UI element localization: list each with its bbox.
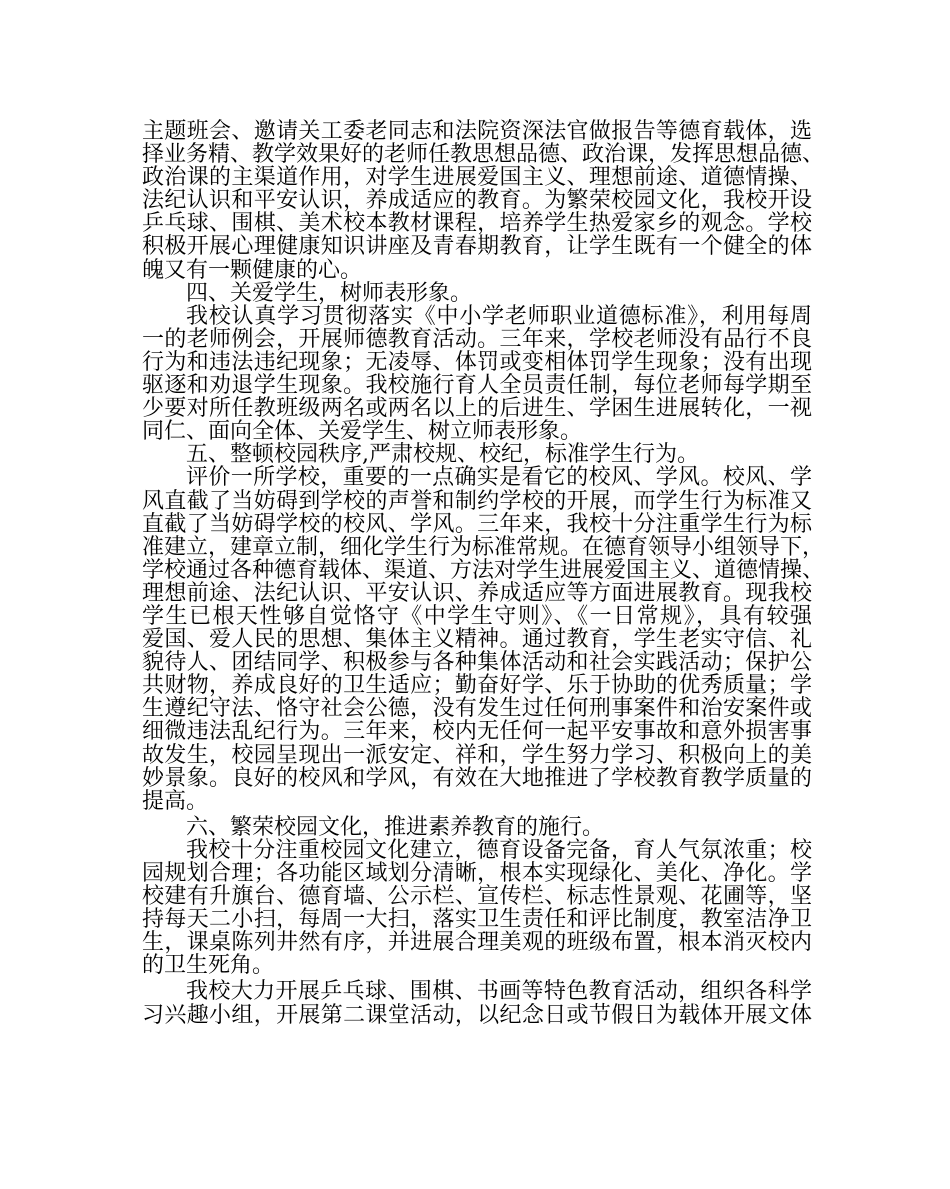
text-line: 五、整顿校园秩序,严肃校规、校纪，标准学生行为。 <box>186 442 699 468</box>
text-line: 六、繁荣校园文化，推进素养教育的施行。 <box>186 814 605 840</box>
text-line: 我校认真学习贯彻落实《中小学老师职业道德标准》，利用每周 <box>186 303 812 329</box>
text-line: 生遵纪守法、恪守社会公德，没有发生过任何刑事案件和治安案件或 <box>142 696 812 722</box>
text-line: 妙景象。良好的校风和学风，有效在大地推进了学校教育教学质量的 <box>142 765 812 791</box>
text-line: 乒乓球、围棋、美术校本教材课程，培养学生热爱家乡的观念。学校 <box>142 211 812 237</box>
text-line: 直截了当妨碍学校的校风、学风。三年来，我校十分注重学生行为标 <box>142 511 812 537</box>
text-line: 共财物，养成良好的卫生适应；勤奋好学、乐于协助的优秀质量；学 <box>142 673 812 699</box>
text-line: 园规划合理；各功能区域划分清晰，根本实现绿化、美化、净化。学 <box>142 861 812 886</box>
text-line: 四、关爱学生，树师表形象。 <box>186 280 473 306</box>
text-line: 我校大力开展乒乓球、围棋、书画等特色教育活动，组织各科学 <box>186 979 812 1005</box>
text-line: 习兴趣小组，开展第二课堂活动，以纪念日或节假日为载体开展文体 <box>142 1002 812 1028</box>
text-line: 行为和违法违纪现象；无凌辱、体罚或变相体罚学生现象；没有出现 <box>142 349 812 375</box>
text-line: 评价一所学校，重要的一点确实是看它的校风、学风。校风、学 <box>186 465 812 491</box>
text-line: 提高。 <box>142 788 209 814</box>
text-line: 学生已根天性够自觉恪守《中学生守则》、《一日常规》，具有较强 <box>142 603 812 629</box>
text-line: 积极开展心理健康知识讲座及青春期教育，让学生既有一个健全的体 <box>142 234 812 260</box>
text-line: 魄又有一颗健康的心。 <box>142 257 363 283</box>
text-line: 故发生，校园呈现出一派安定、祥和，学生努力学习、积极向上的美 <box>142 742 812 768</box>
text-line: 政治课的主渠道作用，对学生进展爱国主义、理想前途、道德情操、 <box>142 165 812 191</box>
text-line: 持每天二小扫，每周一大扫，落实卫生责任和评比制度，教室洁净卫 <box>142 907 812 933</box>
text-line: 校建有升旗台、德育墙、公示栏、宣传栏、标志性景观、花圃等，坚 <box>142 884 812 910</box>
text-line: 一的老师例会，开展师德教育活动。三年来，学校老师没有品行不良 <box>142 326 812 352</box>
text-line: 法纪认识和平安认识，养成适应的教育。为繁荣校园文化，我校开设 <box>142 188 812 214</box>
text-line: 少要对所任教班级两名或两名以上的后进生、学困生进展转化，一视 <box>142 396 812 422</box>
text-line: 爱国、爱人民的思想、集体主义精神。通过教育，学生老实守信、礼 <box>142 627 812 653</box>
document-page <box>142 119 825 1028</box>
text-line: 的卫生死角。 <box>142 953 275 979</box>
text-line: 准建立，建章立制，细化学生行为标准常规。在德育领导小组领导下， <box>142 534 825 560</box>
text-line: 貌待人、团结同学、积极参与各种集体活动和社会实践活动；保护公 <box>142 650 812 676</box>
text-line: 驱逐和劝退学生现象。我校施行育人全员责任制，每位老师每学期至 <box>142 373 812 399</box>
text-line: 主题班会、邀请关工委老同志和法院资深法官做报告等德育载体，选 <box>142 119 812 144</box>
text-line: 择业务精、教学效果好的老师任教思想品德、政治课，发挥思想品德、 <box>142 142 825 168</box>
text-line: 我校十分注重校园文化建立，德育设备完备，育人气氛浓重；校 <box>186 837 812 863</box>
text-line: 同仁、面向全体、关爱学生、树立师表形象。 <box>142 419 583 445</box>
text-line: 细微违法乱纪行为。三年来，校内无任何一起平安事故和意外损害事 <box>142 719 812 745</box>
text-line: 理想前途、法纪认识、平安认识、养成适应等方面进展教育。现我校 <box>142 580 812 606</box>
text-line: 风直截了当妨碍到学校的声誉和制约学校的开展，而学生行为标准又 <box>142 488 812 514</box>
text-line: 学校通过各种德育载体、渠道、方法对学生进展爱国主义、道德情操、 <box>142 557 825 583</box>
text-line: 生，课桌陈列井然有序，并进展合理美观的班级布置，根本消灭校内 <box>142 930 812 956</box>
